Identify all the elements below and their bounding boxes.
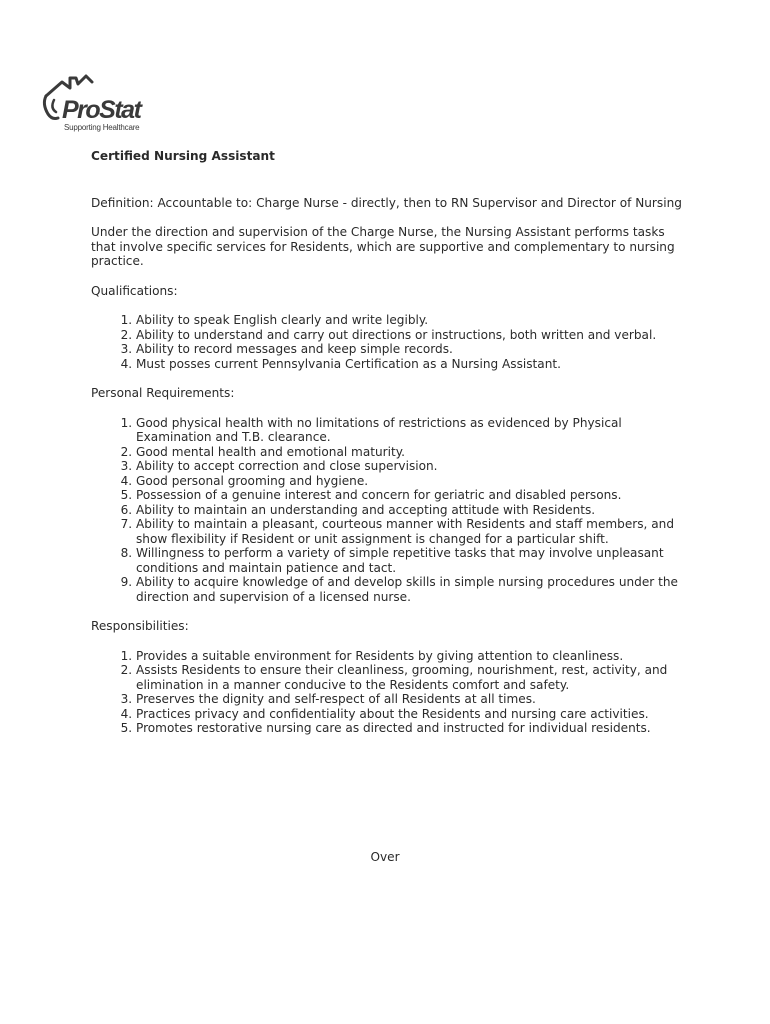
- qualifications-heading: Qualifications:: [91, 283, 178, 298]
- list-item: 2. Ability to understand and carry out directions or instructions, both written and verbal.: [136, 328, 691, 343]
- list-item: 1. Ability to speak English clearly and write legibly.: [136, 313, 691, 328]
- logo-tagline: Supporting Healthcare: [64, 123, 140, 132]
- list-item: 5. Promotes restorative nursing care as directed and instructed for individual residents.: [136, 721, 691, 736]
- personal-requirements-heading: Personal Requirements:: [91, 386, 235, 400]
- list-item: 4. Must posses current Pennsylvania Certification as a Nursing Assistant.: [136, 357, 691, 372]
- document-title: Certified Nursing Assistant: [91, 149, 275, 163]
- list-item: 9. Ability to acquire knowledge of and develop skills in simple nursing procedures under the direction and supervision of a licensed nurse.: [136, 575, 691, 604]
- intro-paragraph: Under the direction and supervision of the Charge Nurse, the Nursing Assistant performs tasks that involve specific services for Residents, which are supportive and complementary to nursing practice.: [91, 225, 675, 268]
- list-item: 4. Good personal grooming and hygiene.: [136, 474, 691, 489]
- personal-requirements-list: [91, 416, 691, 605]
- list-item: 4. Practices privacy and confidentiality about the Residents and nursing care activities.: [136, 707, 691, 722]
- footer-over: Over: [370, 850, 400, 864]
- list-item: 6. Ability to maintain an understanding and accepting attitude with Residents.: [136, 503, 691, 518]
- list-item: 3. Ability to record messages and keep simple records.: [136, 342, 691, 357]
- responsibilities-heading: Responsibilities:: [91, 619, 189, 633]
- document-body: [91, 149, 691, 736]
- list-item: 2. Good mental health and emotional maturity.: [136, 445, 691, 460]
- qualifications-list: [91, 313, 691, 371]
- prostat-logo: [40, 70, 160, 136]
- list-item: 3. Ability to accept correction and close supervision.: [136, 459, 691, 474]
- list-item: 3. Preserves the dignity and self-respect of all Residents at all times.: [136, 692, 691, 707]
- definition-text: Definition: Accountable to: Charge Nurse - directly, then to RN Supervisor and Director of Nursing: [91, 195, 682, 210]
- logo-wordmark: ProStat: [62, 96, 141, 124]
- list-item: 5. Possession of a genuine interest and concern for geriatric and disabled persons.: [136, 488, 691, 503]
- responsibilities-list: [91, 649, 691, 736]
- list-item: 1. Provides a suitable environment for Residents by giving attention to cleanliness.: [136, 649, 691, 664]
- list-item: 8. Willingness to perform a variety of simple repetitive tasks that may involve unpleasant conditions and maintain patience and tact.: [136, 546, 691, 575]
- list-item: 1. Good physical health with no limitations of restrictions as evidenced by Physical Examination and T.B. clearance.: [136, 416, 691, 445]
- list-item: 2. Assists Residents to ensure their cleanliness, grooming, nourishment, rest, activity, and elimination in a manner conducive to the Residents comfort and safety.: [136, 663, 691, 692]
- list-item: 7. Ability to maintain a pleasant, courteous manner with Residents and staff members, and show flexibility if Resident or unit assignment is changed for a particular shift.: [136, 517, 691, 546]
